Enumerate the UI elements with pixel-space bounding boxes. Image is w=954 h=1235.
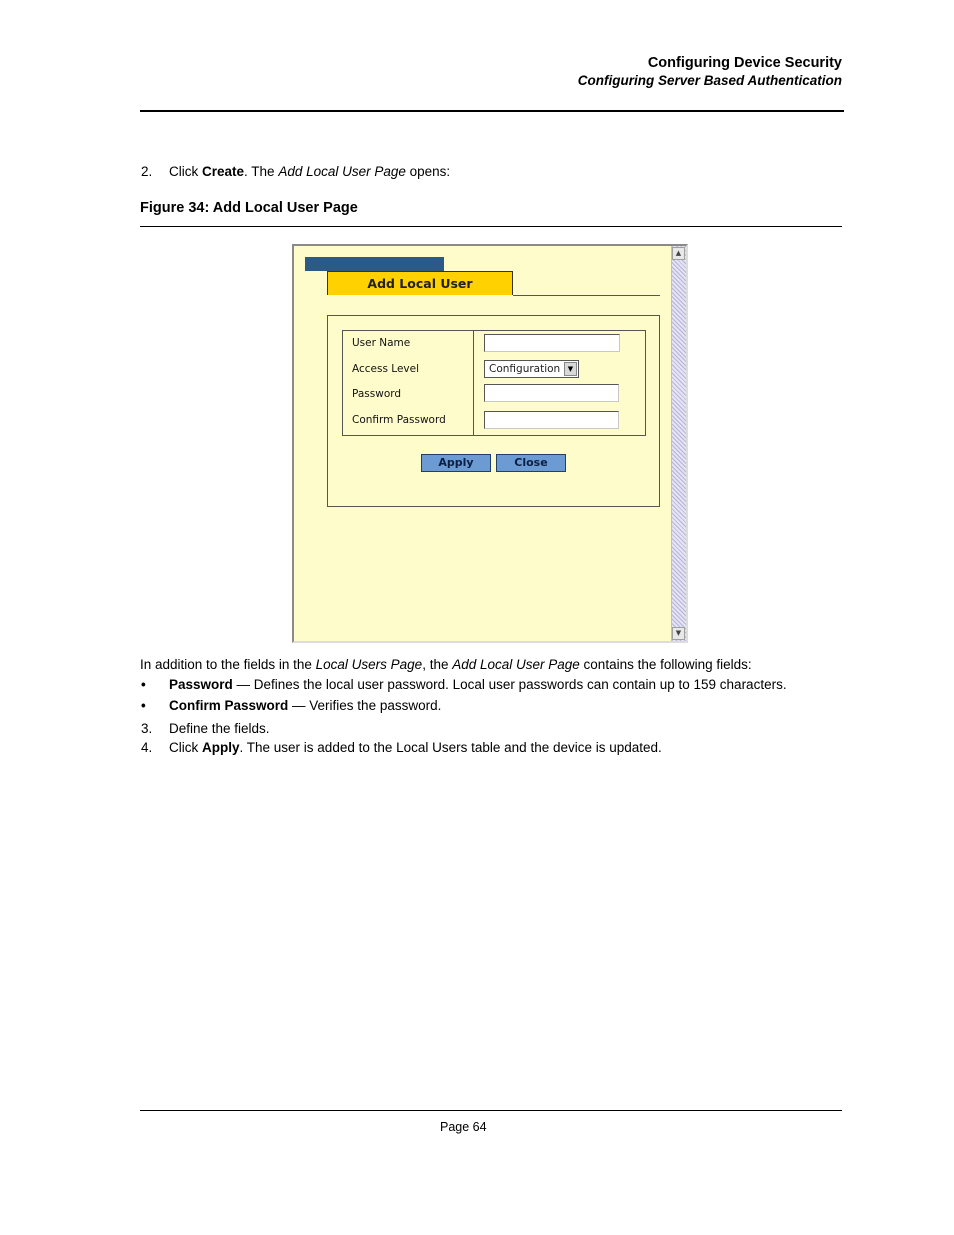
- page-number: Page 64: [440, 1120, 487, 1134]
- step-4-text: Click Apply. The user is added to the Local Users table and the device is updated.: [169, 740, 662, 755]
- user-name-label: User Name: [352, 337, 411, 349]
- intro-add-local-user-page: Add Local User Page: [452, 657, 580, 672]
- add-local-user-screenshot: [292, 244, 688, 643]
- access-level-label: Access Level: [352, 363, 419, 375]
- step-2-page-name: Add Local User Page: [278, 164, 406, 179]
- step-2-create: Create: [202, 164, 245, 179]
- step-4-number: 4.: [141, 740, 153, 755]
- confirm-password-label: Confirm Password: [352, 414, 446, 426]
- step-2-number: 2.: [141, 164, 153, 179]
- form-divider: [473, 331, 474, 435]
- vertical-scrollbar[interactable]: [671, 246, 686, 641]
- scroll-down-icon[interactable]: ▼: [672, 627, 685, 640]
- tab-underline: [513, 295, 660, 296]
- bullet-marker: •: [141, 677, 146, 692]
- form-table: [342, 330, 646, 436]
- bullet-marker: •: [141, 698, 146, 713]
- tab-back-bar: [305, 257, 444, 271]
- password-input[interactable]: [484, 384, 619, 402]
- step-2-text: Click Create. The Add Local User Page opens:: [169, 164, 451, 179]
- step-3-text: Define the fields.: [169, 721, 270, 736]
- bullet-term: Confirm Password: [169, 698, 289, 713]
- confirm-password-input[interactable]: [484, 411, 619, 429]
- figure-rule: [140, 226, 842, 227]
- access-level-select[interactable]: [484, 360, 579, 378]
- bullet-term: Password: [169, 677, 233, 692]
- password-label: Password: [352, 388, 402, 400]
- figure-caption: Figure 34: Add Local User Page: [140, 200, 358, 216]
- chevron-down-icon[interactable]: ▼: [564, 362, 577, 376]
- apply-button[interactable]: Apply: [421, 454, 491, 472]
- tab-add-local-user[interactable]: Add Local User: [327, 271, 513, 295]
- form-panel: [327, 315, 660, 507]
- intro-local-users-page: Local Users Page: [315, 657, 423, 672]
- user-name-input[interactable]: [484, 334, 620, 352]
- header-subtitle: Configuring Server Based Authentication: [577, 73, 842, 88]
- footer-rule: [140, 1110, 842, 1111]
- step-4-apply: Apply: [202, 740, 240, 755]
- step-3-number: 3.: [141, 721, 153, 736]
- header-rule: [140, 110, 844, 112]
- close-button[interactable]: Close: [496, 454, 566, 472]
- scroll-up-icon[interactable]: ▲: [672, 247, 685, 260]
- intro-paragraph: In addition to the fields in the Local Users Page, the Add Local User Page contains the following fields:: [140, 657, 752, 672]
- access-level-value: Configuration: [489, 363, 561, 375]
- bullet-password: Password — Defines the local user password. Local user passwords can contain up to 159 characters.: [169, 677, 787, 692]
- header-title: Configuring Device Security: [647, 55, 842, 71]
- bullet-confirm-password: Confirm Password — Verifies the password.: [169, 698, 442, 713]
